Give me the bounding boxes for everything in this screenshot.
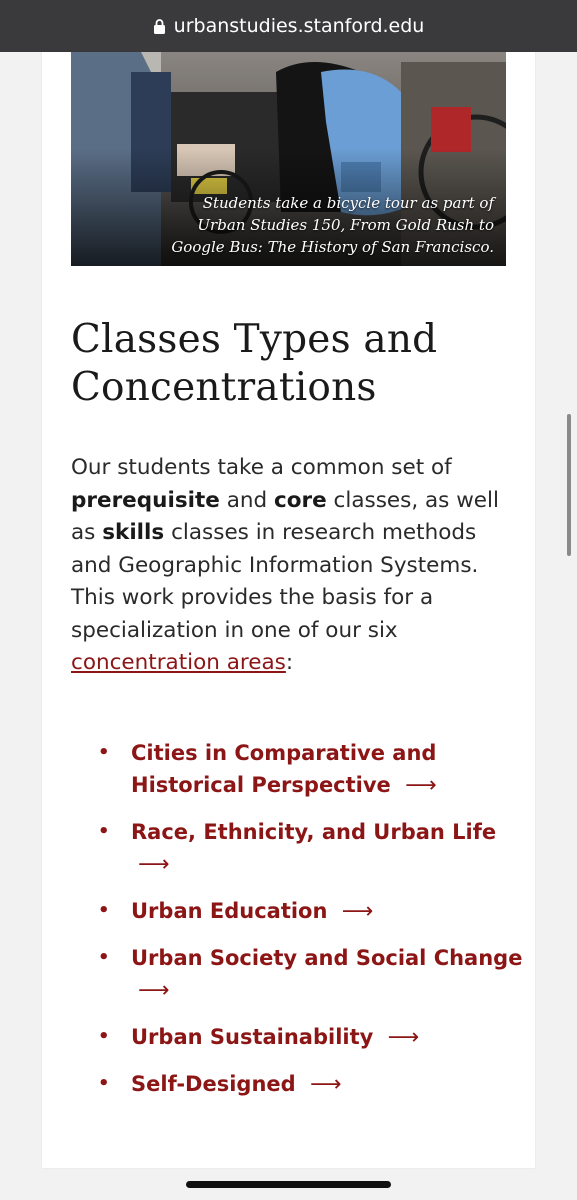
arrow-right-icon: ⟶ [398,773,437,798]
concentration-list [98,737,528,1115]
browser-url-bar[interactable] [0,0,577,52]
concentration-link-urban-education[interactable] [98,895,528,928]
intro-bold-core: core [273,487,327,513]
section-heading: Classes Types and Concentrations [71,317,438,410]
image-caption: Students take a bicycle tour as part of Urban Studies 150, From Gold Rush to Google Bus: The History of San Francisco. [171,194,494,256]
bullet: • [98,900,110,921]
intro-bold-skills: skills [102,520,165,545]
concentration-link-self-designed[interactable] [98,1068,528,1101]
concentration-link-race-ethnicity[interactable] [98,816,528,881]
intro-text: and [219,487,274,513]
arrow-right-icon: ⟶ [380,1025,420,1050]
concentration-label: Cities in Comparative and Historical Perspective [131,741,437,797]
arrow-right-icon: ⟶ [334,899,374,924]
arrow-right-icon: ⟶ [303,1072,342,1097]
scrollbar-thumb[interactable] [567,414,571,556]
intro-text: : [285,650,294,675]
bullet: • [98,1026,110,1047]
bullet: • [98,1073,110,1094]
bullet: • [98,947,110,968]
concentration-label: Race, Ethnicity, and Urban Life [131,820,497,844]
intro-text: Our students take a common set of [71,455,452,480]
concentration-label: Urban Education [131,899,328,923]
intro-text: classes in research methods and Geographic Information Systems. This work provides the basis for a specialization in one of our six [71,520,479,643]
intro-text: classes, as well as [71,487,499,545]
concentration-link-urban-sustainability[interactable] [98,1021,528,1054]
hero-image [71,52,506,266]
arrow-right-icon: ⟶ [131,978,170,1003]
concentration-link-urban-society[interactable] [98,942,528,1007]
bullet: • [98,821,110,842]
concentration-label: Self-Designed [131,1072,296,1096]
url-text: urbanstudies.stanford.edu [173,15,425,37]
concentration-label: Urban Society and Social Change [131,946,523,970]
arrow-right-icon: ⟶ [131,852,170,877]
lock-icon [153,19,166,34]
intro-bold-prerequisite: prerequisite [71,487,220,513]
concentration-link-comparative-historical[interactable] [98,737,528,802]
bullet: • [98,742,110,763]
concentration-areas-link[interactable]: concentration areas [71,650,286,675]
concentration-label: Urban Sustainability [131,1025,374,1049]
home-indicator-bar[interactable] [186,1181,391,1188]
intro-paragraph [71,452,511,680]
